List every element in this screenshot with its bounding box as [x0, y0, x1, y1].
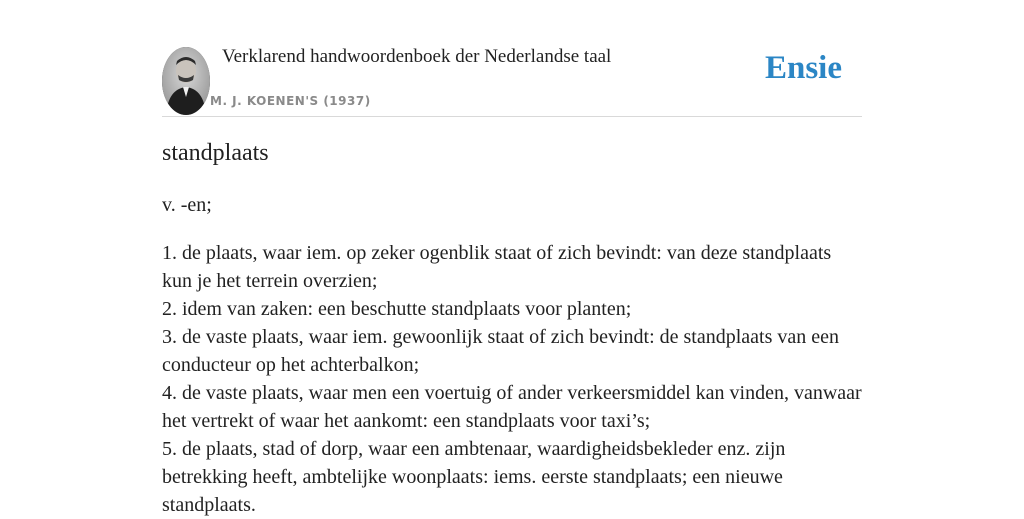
- definition-list: [162, 239, 862, 519]
- definition-item: 1. de plaats, waar iem. op zeker ogenblik staat of zich bevindt: van deze standplaats kun je het terrein overzien;: [162, 242, 832, 292]
- definition-item: 4. de vaste plaats, waar men een voertuig of ander verkeersmiddel kan vinden, vanwaar het vertrekt of waar het aankomt: een standplaats voor taxi’s;: [162, 382, 862, 432]
- definition-item: 5. de plaats, stad of dorp, waar een ambtenaar, waardigheidsbekleder enz. zijn betrekking heeft, ambtelijke woonplaats: iems. eerste standplaats; een nieuwe standplaats.: [162, 438, 786, 516]
- book-title[interactable]: Verklarend handwoordenboek der Nederlandse taal: [222, 46, 612, 67]
- definition-item: 3. de vaste plaats, waar iem. gewoonlijk staat of zich bevindt: de standplaats van een conducteur op het achterbalkon;: [162, 326, 840, 376]
- definition-item: 2. idem van zaken: een beschutte standplaats voor planten;: [162, 298, 632, 320]
- entry-grammar: v. -en;: [162, 194, 212, 216]
- entry-headword: standplaats: [162, 140, 269, 166]
- ensie-logo-link[interactable]: Ensie: [764, 50, 842, 86]
- author-portrait: [162, 47, 210, 115]
- page: [162, 0, 862, 516]
- author-portrait-image: [162, 47, 210, 115]
- dictionary-header: [162, 0, 862, 117]
- book-author: M. J. KOENEN'S (1937): [210, 94, 371, 108]
